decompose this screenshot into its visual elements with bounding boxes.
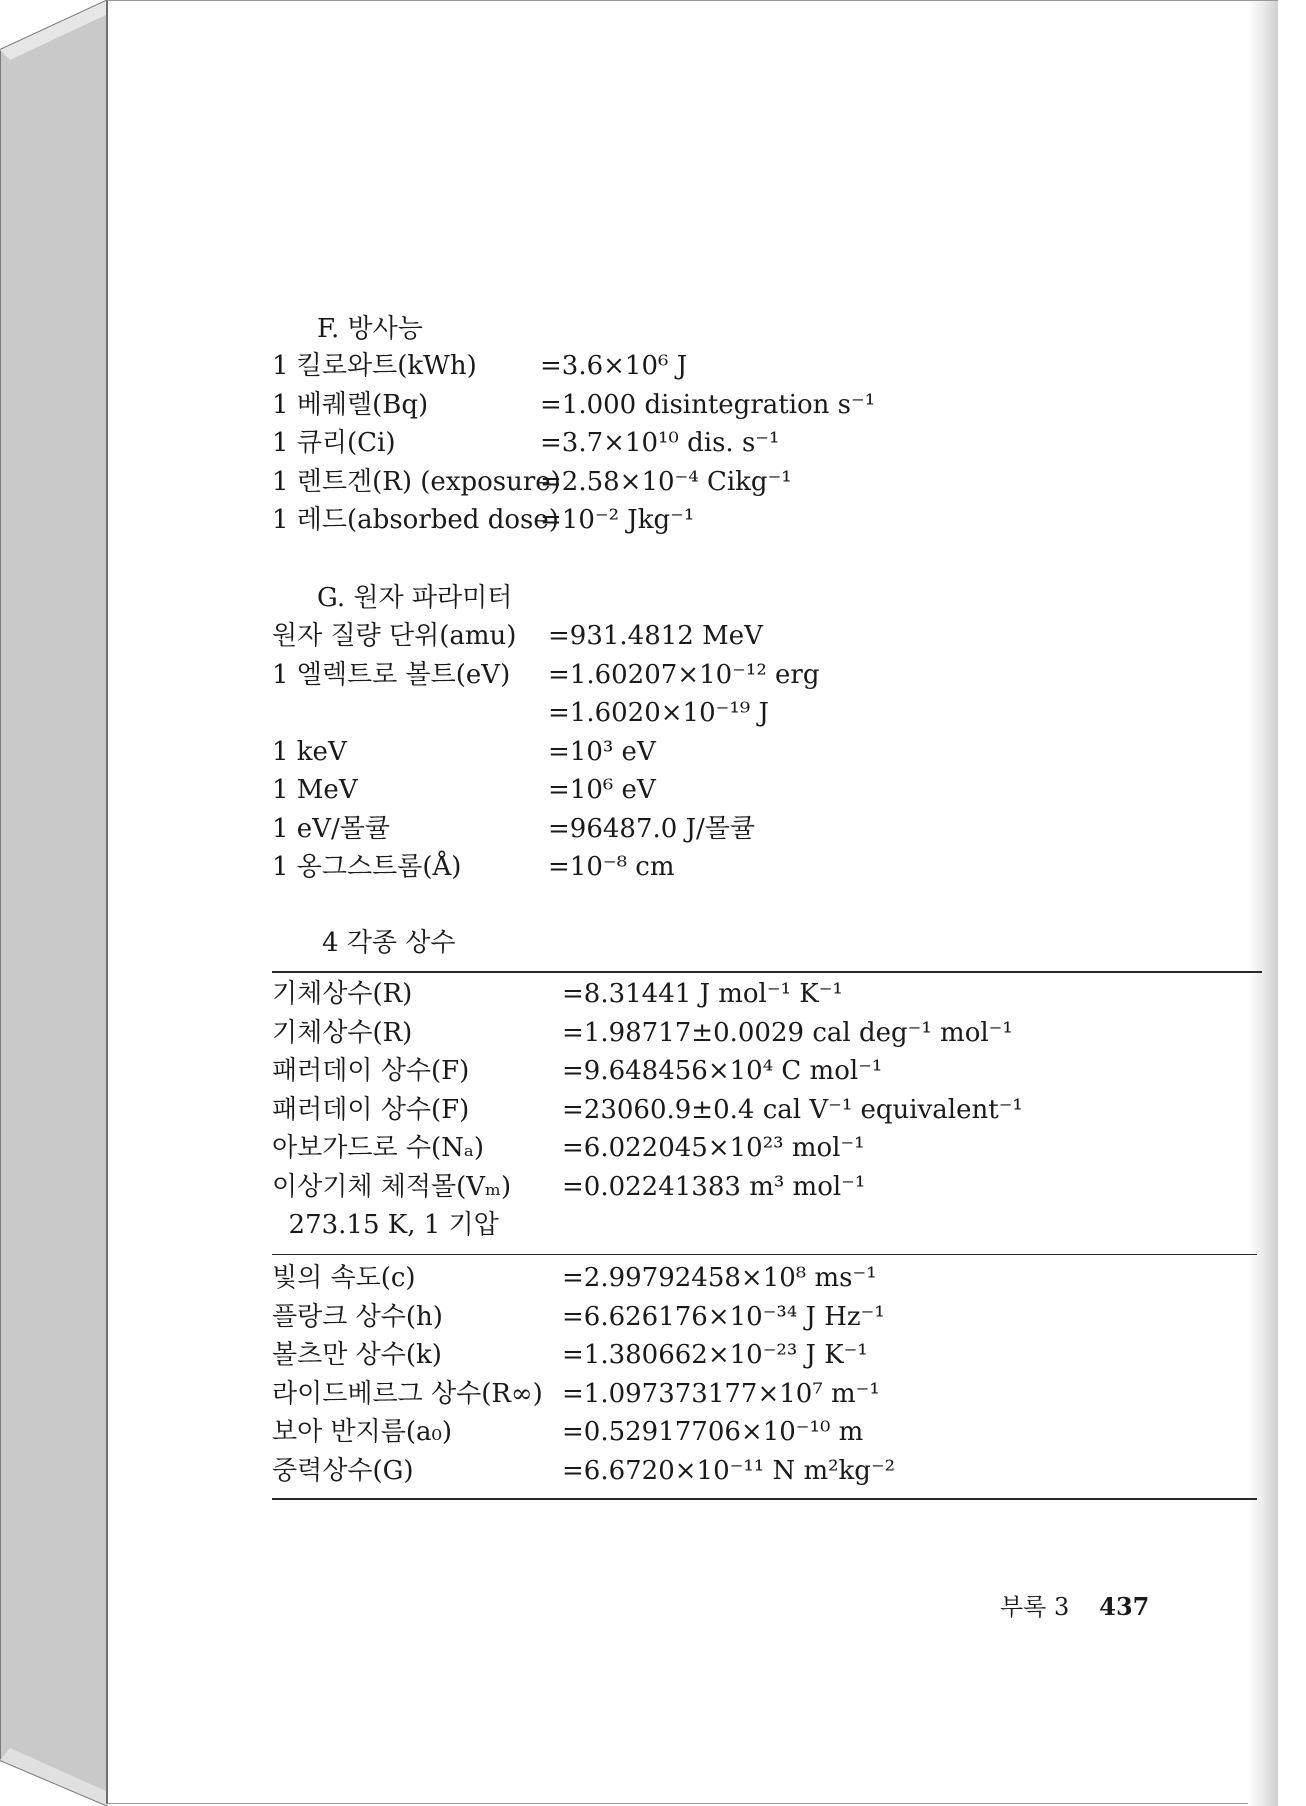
atomic-parameter-label: 1 엘렉트로 볼트(eV): [272, 659, 511, 690]
book-page: [106, 0, 1278, 1804]
constant-value: =0.02241383 m³ mol⁻¹: [562, 1171, 866, 1202]
atomic-parameter-value: =1.60207×10⁻¹² erg: [548, 659, 820, 690]
constant-value: =23060.9±0.4 cal V⁻¹ equivalent⁻¹: [562, 1094, 1023, 1125]
constant-label: 패러데이 상수(F): [272, 1056, 470, 1086]
atomic-parameter-value: =96487.0 J/몰큘: [548, 813, 755, 844]
section-g-heading: G. 원자 파라미터: [317, 583, 513, 613]
constant-label: 패러데이 상수(F): [272, 1094, 470, 1125]
constant-value: =9.648456×10⁴ C mol⁻¹: [562, 1056, 883, 1086]
table-bottom-rule: [272, 1498, 1257, 1500]
radioactivity-value: =2.58×10⁻⁴ Cikg⁻¹: [540, 466, 792, 497]
atomic-parameter-value: =1.6020×10⁻¹⁹ J: [548, 698, 769, 728]
atomic-parameter-label: 1 MeV: [272, 775, 358, 805]
atomic-parameter-value: =10³ eV: [548, 736, 656, 767]
constant-label: 이상기체 체적몰(Vₘ): [272, 1171, 512, 1202]
constant-label: 273.15 K, 1 기압: [272, 1210, 499, 1240]
appendix-label: 부록 3: [1000, 1593, 1070, 1621]
constant-value: =8.31441 J mol⁻¹ K⁻¹: [562, 979, 843, 1009]
atomic-parameter-value: =931.4812 MeV: [548, 621, 763, 651]
radioactivity-value: =10⁻² Jkg⁻¹: [540, 505, 695, 535]
table-middle-rule: [272, 1254, 1257, 1255]
constant-value: =1.380662×10⁻²³ J K⁻¹: [562, 1340, 868, 1370]
radioactivity-label: 1 킬로와트(kWh): [272, 351, 477, 381]
radioactivity-label: 1 큐리(Ci): [272, 428, 396, 458]
section-f-heading: F. 방사능: [317, 314, 423, 344]
constant-value: =1.097373177×10⁷ m⁻¹: [562, 1378, 880, 1409]
atomic-parameter-label: 1 keV: [272, 736, 347, 767]
constant-label: 아보가드로 수(Nₐ): [272, 1133, 485, 1163]
atomic-parameter-value: =10⁶ eV: [548, 775, 656, 805]
atomic-parameter-label: 원자 질량 단위(amu): [272, 621, 517, 651]
constant-value: =6.022045×10²³ mol⁻¹: [562, 1133, 865, 1163]
constant-label: 기체상수(R): [272, 1017, 413, 1048]
constant-label: 볼츠만 상수(k): [272, 1340, 442, 1370]
constant-label: 라이드베르그 상수(R∞): [272, 1378, 543, 1409]
constant-label: 중력상수(G): [272, 1455, 414, 1486]
atomic-parameter-label: 1 옹그스트롬(Å): [272, 852, 462, 882]
constant-value: =1.98717±0.0029 cal deg⁻¹ mol⁻¹: [562, 1017, 1013, 1048]
radioactivity-value: =1.000 disintegration s⁻¹: [540, 389, 876, 420]
constant-label: 플랑크 상수(h): [272, 1301, 443, 1332]
radioactivity-label: 1 렌트겐(R) (exposure): [272, 466, 561, 497]
section-4-heading: 4 각종 상수: [322, 928, 456, 958]
constant-label: 빛의 속도(c): [272, 1263, 416, 1293]
radioactivity-label: 1 베퀘렐(Bq): [272, 389, 429, 420]
constant-value: =0.52917706×10⁻¹⁰ m: [562, 1417, 864, 1447]
constant-value: =6.626176×10⁻³⁴ J Hz⁻¹: [562, 1301, 885, 1332]
page-footer: [1000, 1592, 1149, 1622]
page-number: 437: [1099, 1592, 1150, 1621]
radioactivity-value: =3.7×10¹⁰ dis. s⁻¹: [540, 428, 780, 458]
table-top-rule: [272, 971, 1262, 973]
constant-label: 기체상수(R): [272, 979, 413, 1009]
radioactivity-label: 1 레드(absorbed dose): [272, 505, 559, 535]
atomic-parameter-label: 1 eV/몰큘: [272, 813, 390, 844]
constant-label: 보아 반지름(a₀): [272, 1417, 453, 1447]
page-edge-shadow: [1248, 1, 1278, 1806]
radioactivity-value: =3.6×10⁶ J: [540, 351, 688, 381]
constant-value: =6.6720×10⁻¹¹ N m²kg⁻²: [562, 1455, 896, 1486]
constant-value: =2.99792458×10⁸ ms⁻¹: [562, 1263, 877, 1293]
atomic-parameter-value: =10⁻⁸ cm: [548, 852, 675, 882]
book-spine-edge: [0, 0, 108, 1806]
